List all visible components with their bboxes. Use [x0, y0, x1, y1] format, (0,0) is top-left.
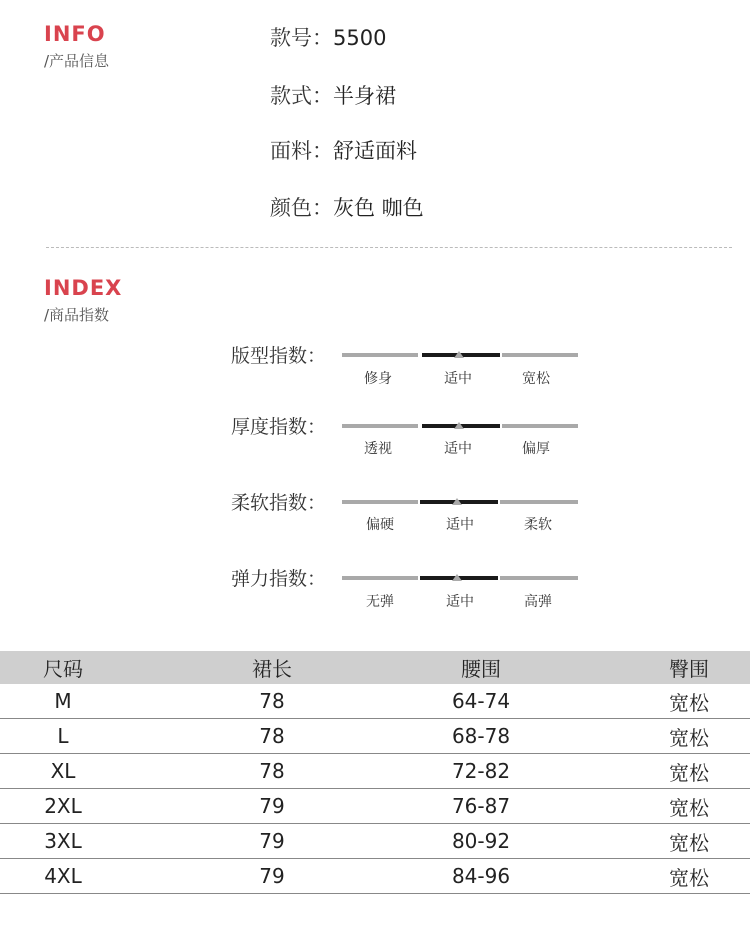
table-row	[0, 719, 750, 754]
scale-marker-icon	[452, 498, 462, 505]
info-key: 款号：	[270, 26, 333, 50]
table-header-cell: 裙长	[252, 657, 292, 681]
scale-marker-icon	[454, 422, 464, 429]
table-cell: 84-96	[451, 864, 511, 888]
scale-tick-label: 无弹	[366, 594, 394, 610]
info-key: 面料：	[270, 139, 333, 163]
table-row	[0, 754, 750, 789]
scale-marker-icon	[454, 351, 464, 358]
table-cell: 79	[259, 829, 285, 853]
index-label-thickness: 厚度指数：	[231, 416, 327, 438]
scale-marker-icon	[452, 574, 462, 581]
table-row	[0, 824, 750, 859]
size-table	[0, 651, 750, 894]
table-header-cell: 臀围	[669, 657, 709, 681]
table-header-cell: 腰围	[461, 657, 501, 681]
info-row-style-type	[270, 80, 396, 110]
index-label-softness: 柔软指数：	[231, 492, 327, 514]
info-key: 颜色：	[270, 196, 333, 220]
table-cell: 宽松	[669, 725, 709, 750]
scale-tick-label: 修身	[364, 371, 392, 387]
scale-segment	[502, 424, 578, 428]
table-cell: 79	[259, 864, 285, 888]
table-cell: 宽松	[669, 865, 709, 890]
table-cell: 2XL	[44, 794, 82, 818]
scale-segment	[342, 353, 418, 357]
table-cell: 79	[259, 794, 285, 818]
scale-segment	[500, 576, 578, 580]
table-row	[0, 859, 750, 894]
info-row-fabric	[270, 135, 417, 165]
scale-tick-label: 适中	[446, 517, 474, 533]
table-cell: 78	[259, 724, 285, 748]
table-cell: 宽松	[669, 795, 709, 820]
scale-tick-label: 透视	[364, 441, 392, 457]
scale-tick-label: 宽松	[522, 371, 550, 387]
info-row-style-number	[270, 22, 386, 52]
table-cell: M	[54, 689, 72, 713]
table-cell: 4XL	[44, 864, 82, 888]
scale-segment	[342, 576, 418, 580]
index-label-elasticity: 弹力指数：	[231, 568, 327, 590]
scale-segment	[502, 353, 578, 357]
scale-tick-label: 柔软	[524, 517, 552, 533]
table-cell: 76-87	[451, 794, 511, 818]
info-row-color	[270, 192, 424, 222]
index-section-subtitle: /商品指数	[44, 306, 110, 324]
table-cell: L	[57, 724, 69, 748]
info-value: 5500	[333, 26, 387, 50]
scale-segment	[500, 500, 578, 504]
scale-tick-label: 适中	[444, 371, 472, 387]
scale-tick-label: 高弹	[524, 594, 552, 610]
table-cell: 68-78	[451, 724, 511, 748]
section-divider	[46, 247, 732, 248]
table-cell: 宽松	[669, 690, 709, 715]
index-section-title: INDEX	[44, 276, 123, 300]
info-value: 舒适面料	[333, 139, 417, 163]
table-cell: 78	[259, 689, 285, 713]
scale-segment	[342, 500, 418, 504]
table-cell: 宽松	[669, 830, 709, 855]
table-row	[0, 684, 750, 719]
table-cell: 宽松	[669, 760, 709, 785]
scale-tick-label: 适中	[444, 441, 472, 457]
info-section-subtitle: /产品信息	[44, 52, 110, 70]
table-row	[0, 789, 750, 824]
table-cell: 72-82	[451, 759, 511, 783]
scale-tick-label: 适中	[446, 594, 474, 610]
table-cell: XL	[50, 759, 76, 783]
scale-tick-label: 偏厚	[522, 441, 550, 457]
scale-segment	[342, 424, 418, 428]
index-label-fit: 版型指数：	[231, 345, 327, 367]
table-cell: 64-74	[451, 689, 511, 713]
table-cell: 80-92	[451, 829, 511, 853]
info-value: 半身裙	[333, 84, 396, 108]
info-value: 灰色 咖色	[333, 196, 424, 220]
table-cell: 3XL	[44, 829, 82, 853]
info-key: 款式：	[270, 84, 333, 108]
info-section-title: INFO	[44, 22, 106, 46]
table-header-row	[0, 651, 750, 684]
scale-tick-label: 偏硬	[366, 517, 394, 533]
table-header-cell: 尺码	[43, 657, 83, 681]
table-cell: 78	[259, 759, 285, 783]
